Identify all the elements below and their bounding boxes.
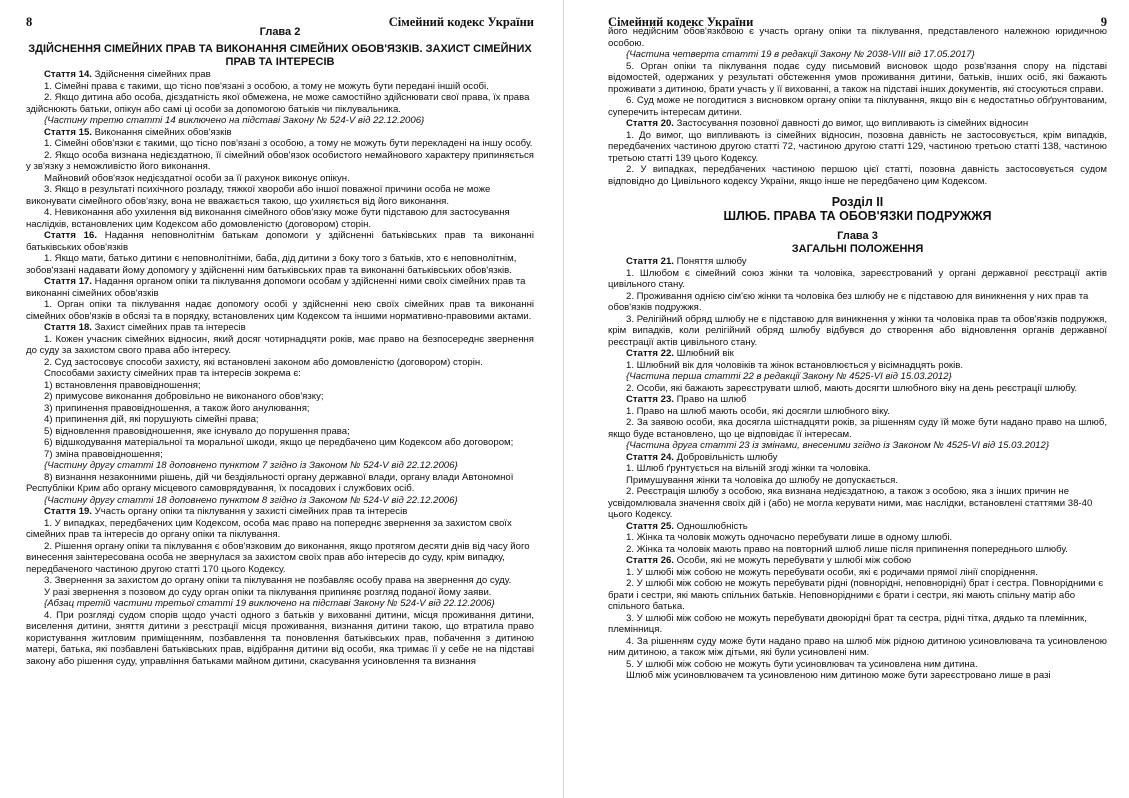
article-number: Стаття 23. [626, 394, 674, 405]
heading: Глава 3 [837, 230, 878, 242]
article-heading [26, 322, 534, 334]
article-number: Стаття 17. [44, 276, 92, 287]
paragraph: 1. У випадках, передбачених цим Кодексом, особа має право на попереднє звернення за захистом своїх сімейних прав та інтересів до органу опіки та піклування. [26, 517, 512, 540]
article-title: Поняття шлюбу [673, 256, 747, 267]
left-page [0, 0, 560, 798]
paragraph: Майновий обов'язок недієздатної особи за її рахунок виконує опікун. [44, 172, 350, 184]
paragraph: 1. До вимог, що випливають із сімейних відносин, позовна давність не застосовується, крім випадків, передбачених частиною другою статті 72, частиною другою статті 129, частиною третьою статті 138, частиною третьою статті 139 цього Кодексу. [608, 129, 1107, 164]
article-title: Добровільність шлюбу [673, 451, 778, 463]
article-heading [608, 118, 1107, 130]
paragraph: 1. Шлюб ґрунтується на вільній згоді жінки та чоловіка. [626, 463, 871, 474]
paragraph: 1) встановлення правовідношення; [44, 379, 201, 391]
paragraph: 3. У шлюбі між собою не можуть перебувати двоюрідні брат та сестра, рідні тітка, дядько та племінник, племінниця. [608, 612, 1087, 635]
article-number: Стаття 26. [626, 555, 674, 566]
paragraph: Способами захисту сімейних прав та інтересів зокрема є: [44, 368, 301, 379]
paragraph: 2. У випадках, передбачених частиною першою цієї статті, позовна давність застосовується судом відповідно до Цивільного кодексу України, якщо інше не передбачено цим Кодексом. [608, 164, 1107, 187]
article-number: Стаття 25. [626, 520, 674, 532]
paragraph: 2. У шлюбі між собою не можуть перебувати рідні (повнорідні, неповнорідні) брат і сестра. Повнорідними є брати і сестри, які мають спільних батьків. Неповнорідними є брати і сестри, які мають спільну матір або спільного батька. [608, 578, 1104, 612]
article-heading [608, 521, 1107, 533]
paragraph: 1. Жінка та чоловік можуть одночасно перебувати лише в одному шлюбі. [626, 532, 953, 543]
article-heading [608, 256, 1107, 268]
article-title: Застосування позовної давності до вимог, що випливають із сімейних відносин [673, 118, 1029, 129]
running-title: Сімейний кодекс України [388, 15, 534, 29]
article-number: Стаття 21. [626, 256, 674, 267]
right-page [568, 0, 1129, 798]
article-heading [608, 394, 1107, 406]
paragraph: 2. Рішення органу опіки та піклування є обов'язковим до виконання, якщо протягом десяти днів від часу його винесення заінтересована особа не звернулася за захистом своїх прав або інтересів до суду, крім випадку, передбаченого частиною другою статті 170 цього Кодексу. [26, 540, 530, 575]
article-number: Стаття 14. [44, 69, 92, 80]
article-title: Здійснення сімейних прав [91, 69, 211, 80]
editorial-note: {Абзац третій частини третьої статті 19 виключено на підставі Закону № 524-V від 22.12.2006} [44, 598, 495, 609]
paragraph: 1. Шлюбом є сімейний союз жінки та чоловіка, зареєстрований у органі державної реєстрації актів цивільного стану. [608, 267, 1107, 290]
running-header [26, 0, 534, 29]
paragraph: 5. Орган опіки та піклування подає суду письмовий висновок щодо розв'язання спору на підставі відомостей, одержаних у результаті обстеження умов проживання дитини, батьків, інших осіб, які бажають проживати з дитиною, брати участь у її вихованні, а також на підставі інших документів, які стосуються справи. [608, 60, 1107, 95]
editorial-note: {Частина друга статті 23 із змінами, внесеними згідно із Законом № 4525-VI від 15.03.2012} [626, 440, 1050, 451]
heading: ШЛЮБ. ПРАВА ТА ОБОВ'ЯЗКИ ПОДРУЖЖЯ [723, 209, 992, 223]
article-heading [26, 127, 534, 139]
editorial-note: {Частина четверта статті 19 в редакції Закону № 2038-VIII від 17.05.2017} [626, 49, 975, 60]
article-heading [608, 555, 1107, 567]
article-number: Стаття 20. [626, 118, 674, 129]
page-gutter [563, 0, 564, 798]
paragraph: 3) припинення правовідношення, а також його анулювання; [44, 402, 310, 414]
paragraph: 1. Сімейні права є такими, що тісно пов'язані з особою, а тому не можуть бути передані іншій особі. [44, 80, 489, 92]
editorial-note: {Частина перша статті 22 в редакції Закону № 4525-VI від 15.03.2012} [626, 371, 952, 382]
paragraph: 4) припинення дій, які порушують сімейні права; [44, 414, 259, 425]
paragraph: Примушування жінки та чоловіка до шлюбу не допускається. [626, 474, 898, 486]
article-number: Стаття 24. [626, 451, 674, 463]
article-heading [608, 348, 1107, 360]
article-number: Стаття 15. [44, 126, 92, 138]
heading: Розділ II [831, 195, 884, 209]
paragraph: 1. Сімейні обов'язки є такими, що тісно пов'язані з особою, а тому не можуть бути перекладені на іншу особу. [44, 138, 533, 149]
paragraph: 1. У шлюбі між собою не можуть перебувати особи, які є родичами прямої лінії споріднення. [626, 566, 1038, 578]
paragraph: 5. У шлюбі між собою не можуть бути усиновлювач та усиновлена ним дитина. [626, 658, 978, 670]
article-title: Виконання сімейних обов'язків [91, 126, 232, 138]
article-heading [26, 69, 534, 81]
article-number: Стаття 19. [44, 506, 92, 517]
article-number: Стаття 16. [44, 230, 98, 241]
paragraph: Шлюб між усиновлювачем та усиновленою ним дитиною може бути зареєстровано лише в разі [626, 670, 1051, 681]
article-title: Участь органу опіки та піклування у захисті сімейних прав та інтересів [91, 506, 408, 517]
paragraph: 2. Реєстрація шлюбу з особою, яка визнана недієздатною, а також з особою, яка з інших причин не усвідомлювала значення своїх дій і (або) не могла керувати ними, має наслідки, встановлені статтями 38-40 цього Кодексу. [608, 486, 1093, 520]
article-title: Захист сімейних прав та інтересів [91, 322, 246, 333]
article-heading [26, 506, 534, 518]
paragraph: 6) відшкодування матеріальної та моральної шкоди, якщо це передбачено цим Кодексом або договором; [44, 437, 514, 448]
page-body [26, 26, 534, 667]
paragraph: 1. Шлюбний вік для чоловіків та жінок встановлюється у вісімнадцять років. [626, 359, 964, 371]
article-heading [26, 230, 534, 253]
article-title: Надання органом опіки та піклування допомоги особам у здійсненні ними своїх сімейних прав та виконанні сімейних обов'язків [26, 276, 526, 299]
page-number: 9 [1100, 15, 1107, 29]
paragraph: 4. Невиконання або ухилення від виконання сімейного обов'язку може бути підставою для застосування наслідків, встановлених цим Кодексом або домовленістю (договором) сторін. [26, 207, 510, 230]
article-heading [608, 452, 1107, 464]
paragraph: 4. При розгляді судом спорів щодо участі одного з батьків у вихованні дитини, місця проживання дитини, виселення дитини, зняття дитини з реєстрації місця проживання, визнання дитини такою, що втратила право користування житловим приміщенням, позбавлення та поновлення батьківських прав, побачення з дитиною матері, батька, які позбавлені батьківських прав, відібрання дитини від особи, яка тримає її у себе не на підставі закону або рішення суду, управління батьками майном дитини, скасування усиновлення та визнання [26, 609, 534, 667]
paragraph: 3. Релігійний обряд шлюбу не є підставою для виникнення у жінки та чоловіка прав та обов'язків подружжя, крім випадків, коли релігійний обряд шлюбу відбувся до створення або відновлення органів державної реєстрації актів цивільного стану. [608, 313, 1107, 348]
heading: ЗДІЙСНЕННЯ СІМЕЙНИХ ПРАВ ТА ВИКОНАННЯ СІМЕЙНИХ ОБОВ'ЯЗКІВ. ЗАХИСТ СІМЕЙНИХ ПРАВ ТА ІНТЕРЕСІВ [28, 43, 532, 68]
running-header [608, 0, 1107, 29]
paragraph: У разі звернення з позовом до суду орган опіки та піклування припиняє розгляд поданої йому заяви. [44, 586, 492, 598]
article-title: Особи, які не можуть перебувати у шлюбі між собою [673, 555, 912, 566]
paragraph: 2. Якщо особа визнана недієздатною, її сімейний обов'язок особистого немайнового характеру припиняється у зв'язку з неможливістю його виконання. [26, 149, 534, 172]
heading: Глава 2 [259, 26, 301, 38]
editorial-note: {Частину третю статті 14 виключено на підставі Закону № 524-V від 22.12.2006} [44, 115, 425, 126]
paragraph: його недійсним обов'язковою є участь органу опіки та піклування, представленого належною юридичною особою. [608, 26, 1107, 49]
paragraph: 2. Жінка та чоловік мають право на повторний шлюб лише після припинення попереднього шлюбу. [626, 543, 1068, 555]
article-title: Шлюбний вік [673, 348, 734, 359]
article-title: Надання неповнолітнім батькам допомоги у здійсненні батьківських прав та виконанні батьківських обов'язків [26, 230, 534, 253]
paragraph: 1. Орган опіки та піклування надає допомогу особі у здійсненні нею своїх сімейних прав та виконанні сімейних обов'язків в обсязі та в порядку, встановлених цим Кодексом та іншими нормативно-правовими актами. [26, 299, 534, 322]
editorial-note: {Частину другу статті 18 доповнено пунктом 7 згідно із Законом № 524-V від 22.12.2006} [44, 460, 458, 471]
page-body [608, 26, 1107, 682]
paragraph: 6. Суд може не погодитися з висновком органу опіки та піклування, якщо він є недостатньо обґрунтованим, суперечить інтересам дитини. [608, 95, 1107, 118]
paragraph: 2) примусове виконання добровільно не виконаного обов'язку; [44, 391, 324, 402]
paragraph: 4. За рішенням суду може бути надано право на шлюб між рідною дитиною усиновлювача та усиновленою ним дитиною, а також між дітьми, які були усиновлені ним. [608, 635, 1107, 658]
paragraph: 2. Проживання однією сім'єю жінки та чоловіка без шлюбу не є підставою для виникнення у них прав та обов'язків подружжя. [608, 290, 1089, 313]
article-heading [26, 276, 534, 299]
paragraph: 2. За заявою особи, яка досягла шістнадцяти років, за рішенням суду їй може бути надано право на шлюб, якщо буде встановлено, що це відповідає її інтересам. [608, 417, 1107, 440]
paragraph: 1. Кожен учасник сімейних відносин, який досяг чотирнадцяти років, має право на безпосереднє звернення до суду за захистом свого права або інтересу. [26, 333, 534, 356]
paragraph: 1. Якщо мати, батько дитини є неповнолітніми, баба, дід дитини з боку того з батьків, хто є неповнолітнім, зобов'язані надавати йому допомогу у здійсненні ним батьківських прав та виконанні батьківських обов'язків. [26, 253, 517, 276]
paragraph: 8) визнання незаконними рішень, дій чи бездіяльності органу державної влади, органу влади Автономної Республіки Крим або органу місцевого самоврядування, їх посадових і службових осіб. [26, 471, 514, 494]
article-number: Стаття 22. [626, 348, 674, 359]
paragraph: 5) відновлення правовідношення, яке існувало до порушення права; [44, 425, 350, 437]
paragraph: 7) зміна правовідношення; [44, 448, 163, 460]
paragraph: 1. Право на шлюб мають особи, які досягли шлюбного віку. [626, 405, 890, 417]
running-title: Сімейний кодекс України [608, 15, 754, 29]
article-title: Одношлюбність [673, 520, 748, 532]
paragraph: 3. Якщо в результаті психічного розладу, тяжкої хвороби або іншої поважної причини особа не може виконувати сімейного обов'язку, вона не вважається такою, що ухиляється від його виконання. [26, 184, 491, 207]
editorial-note: {Частину другу статті 18 доповнено пунктом 8 згідно із Законом № 524-V від 22.12.2006} [44, 494, 458, 506]
page-number: 8 [26, 15, 33, 29]
heading: ЗАГАЛЬНІ ПОЛОЖЕННЯ [791, 243, 924, 255]
article-number: Стаття 18. [44, 322, 92, 333]
article-title: Право на шлюб [673, 394, 747, 405]
paragraph: 3. Звернення за захистом до органу опіки та піклування не позбавляє особу права на звернення до суду. [44, 575, 512, 586]
paragraph: 2. Суд застосовує способи захисту, які встановлені законом або домовленістю (договором) сторін. [44, 356, 483, 368]
paragraph: 2. Особи, які бажають зареєструвати шлюб, мають досягти шлюбного віку на день реєстрації шлюбу. [626, 382, 1078, 394]
paragraph: 2. Якщо дитина або особа, дієздатність якої обмежена, не може самостійно здійснювати свої права, їх права здійснюють батьки, опікун або самі ці особи за допомогою батьків чи піклувальника. [26, 92, 530, 115]
